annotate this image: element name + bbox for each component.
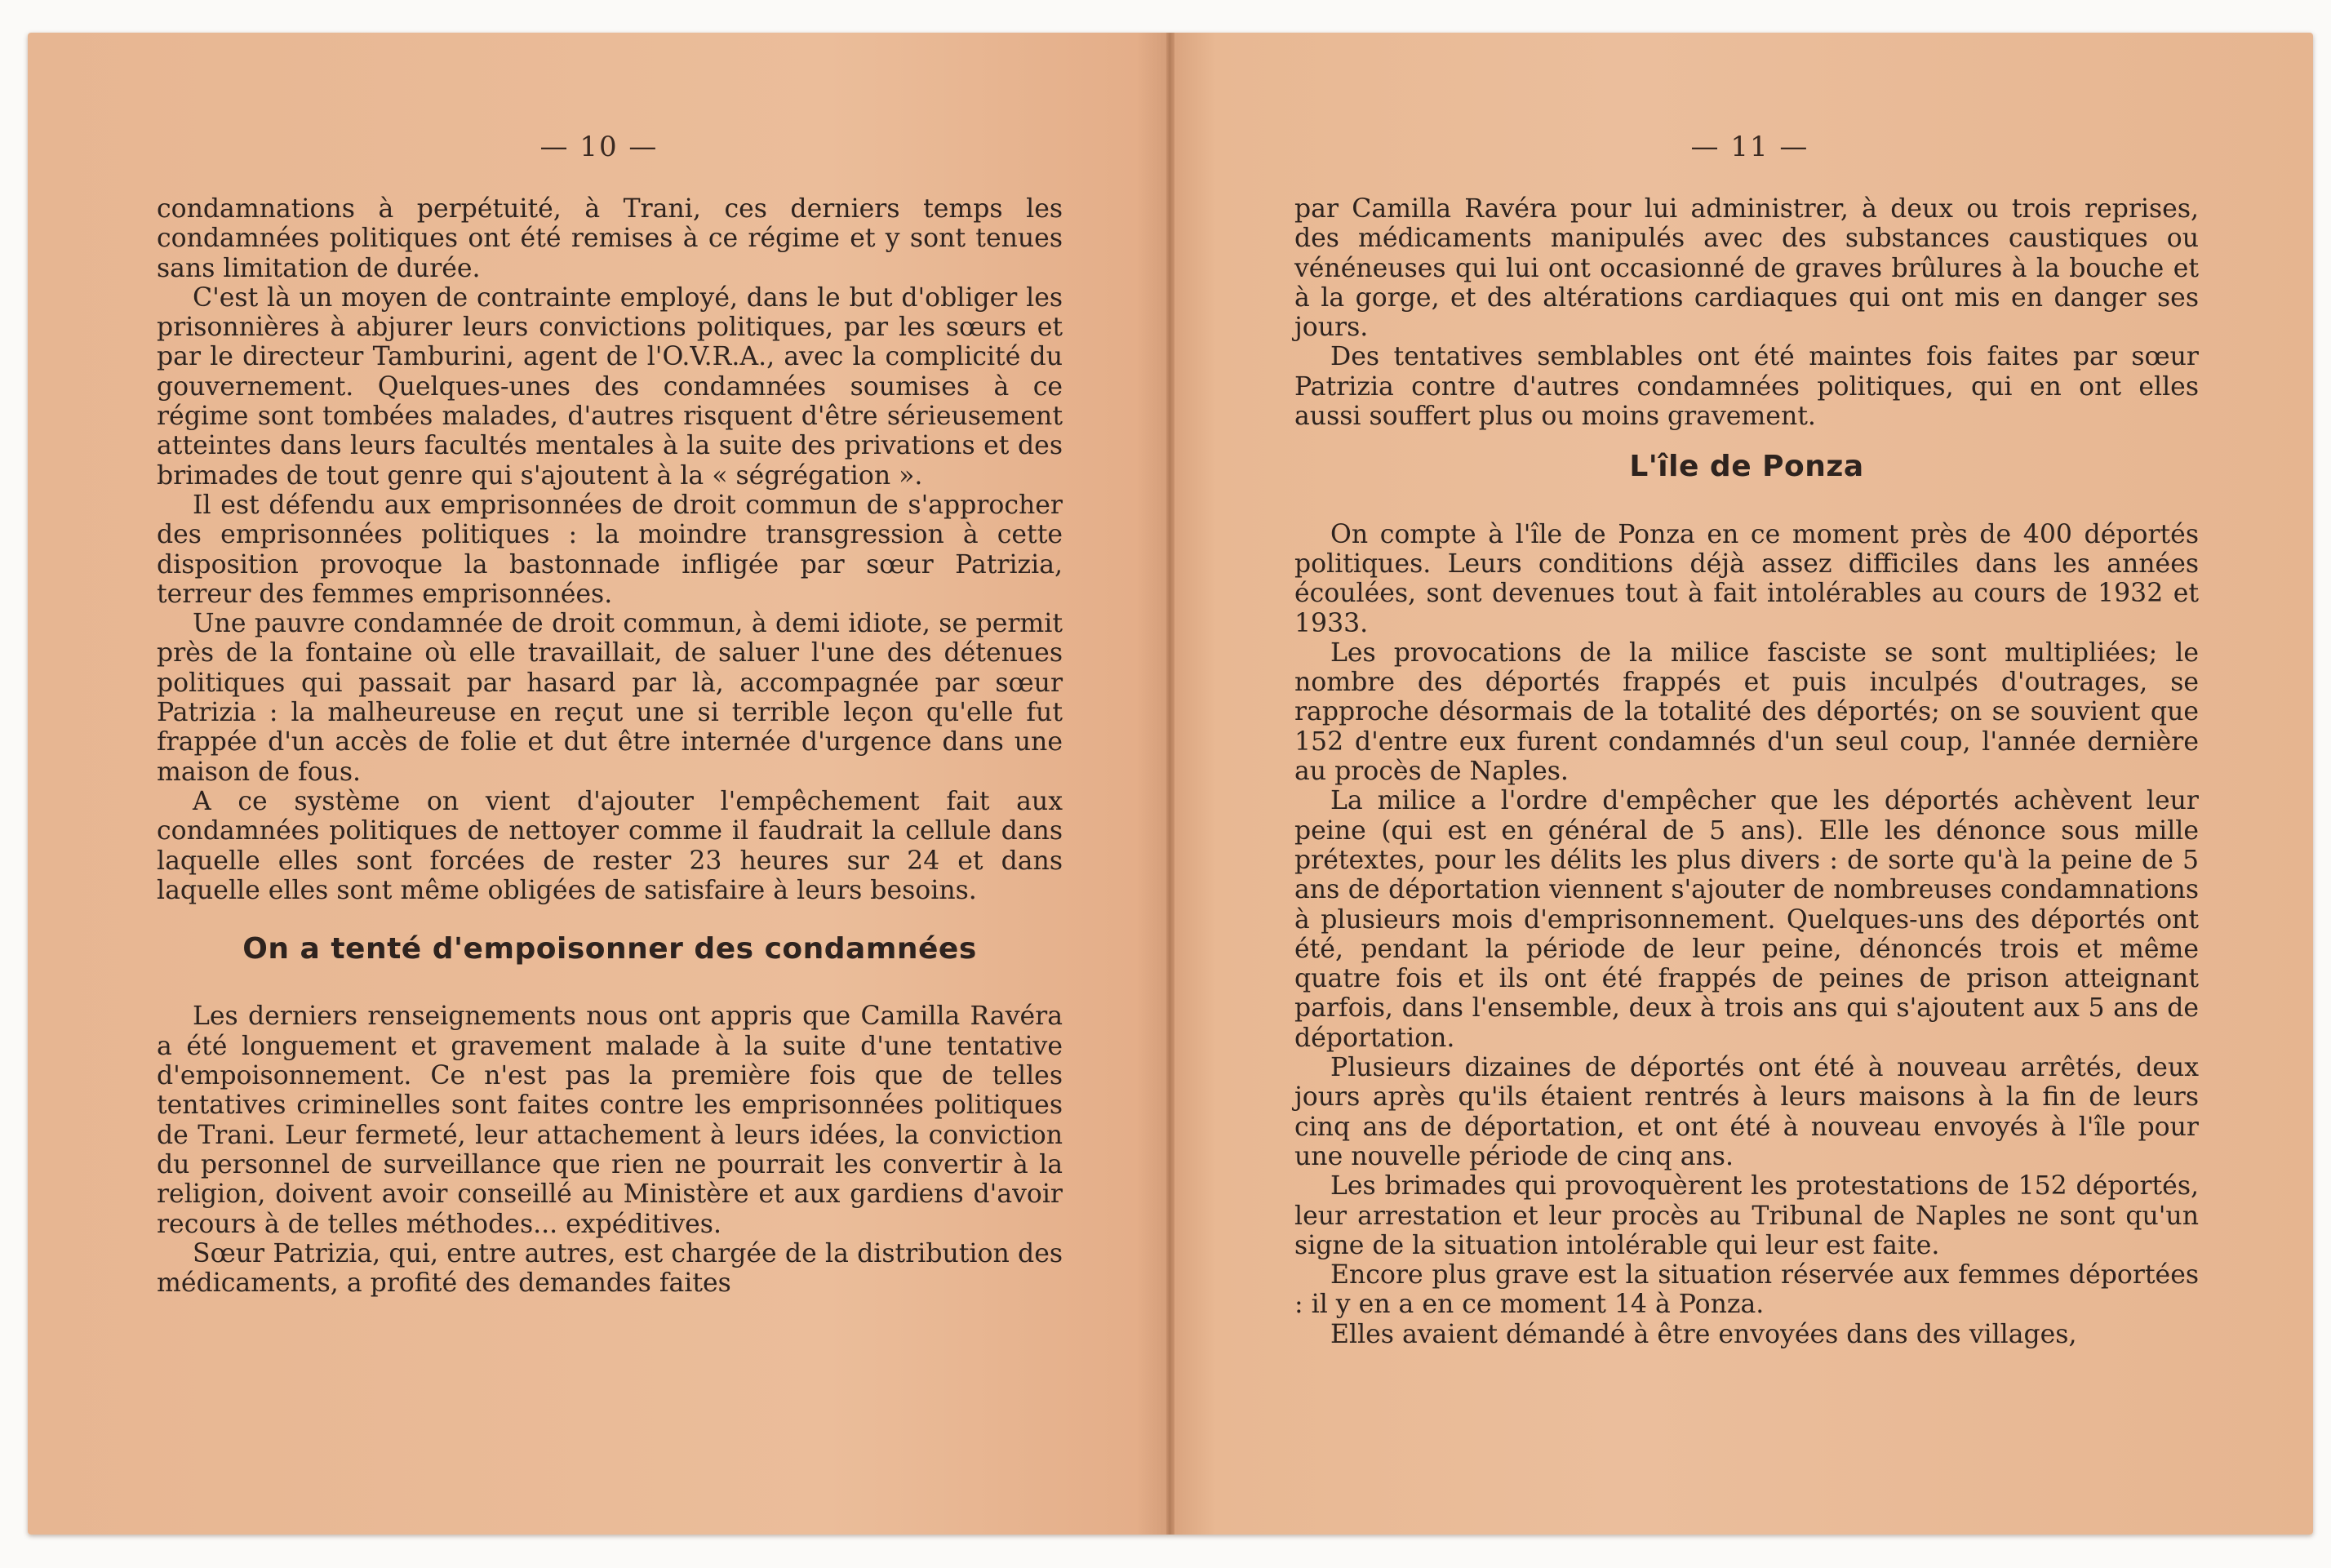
page-number: — 10 — [539, 131, 659, 163]
right-page [1170, 33, 2313, 1535]
paragraph: Les brimades qui provoquèrent les protestations de 152 déportés, leur arrestation et leur procès au Tribunal de Naples ne sont qu'un signe de la situation intolérable qui leur est faite. [1294, 1171, 2199, 1260]
left-page [28, 33, 1170, 1535]
paragraph: A ce système on vient d'ajouter l'empêchement fait aux condamnées politiques de nettoyer comme il faudrait la cellule dans laquelle elles sont forcées de rester 23 heures sur 24 et dans laquelle elles sont même obligées de satisfaire à leurs besoins. [157, 786, 1063, 905]
paragraph: Les derniers renseignements nous ont appris que Camilla Ravéra a été longuement et gravement malade à la suite d'une tentative d'empoisonnement. Ce n'est pas la première fois que de telles tentatives criminelles sont faites contre les emprisonnées politiques de Trani. Leur fermeté, leur attachement à leurs idées, la conviction du personnel de surveillance que rien ne pourrait les convertir à la religion, doivent avoir conseillé au Ministère et aux gardiens d'avoir recours à de telles méthodes... expéditives. [157, 1002, 1063, 1239]
paragraph: Elles avaient démandé à être envoyées dans des villages, [1330, 1319, 2077, 1349]
paragraph: Des tentatives semblables ont été maintes fois faites par sœur Patrizia contre d'autres condamnées politiques, qui en ont elles aussi souffert plus ou moins gravement. [1294, 342, 2199, 432]
section-heading: L'île de Ponza [1629, 450, 1864, 484]
paragraph: Les provocations de la milice fasciste se sont multipliées; le nombre des déportés frappés et puis inculpés d'outrages, se rapproche désormais de la totalité des déportés; on se souvient que 152 d'entre eux furent condamnés d'un seul coup, l'année dernière au procès de Naples. [1294, 637, 2199, 787]
paragraph: On compte à l'île de Ponza en ce moment près de 400 déportés politiques. Leurs conditions déjà assez difficiles dans les années écoulées, sont devenues tout à fait intolérables au cours de 1932 et 1933. [1294, 519, 2199, 638]
booklet-spine [1166, 33, 1174, 1535]
paragraph: par Camilla Ravéra pour lui administrer, à deux ou trois reprises, des médicaments manipulés avec des substances caustiques ou vénéneuses qui lui ont occasionné de graves brûlures à la bouche et à la gorge, et des altérations cardiaques qui ont mis en danger ses jours. [1294, 194, 2199, 343]
left-text-column [157, 194, 1063, 1298]
paragraph: C'est là un moyen de contrainte employé, dans le but d'obliger les prisonnières à abjurer leurs convictions politiques, par les sœurs et par le directeur Tamburini, agent de l'O.V.R.A., avec la complicité du gouvernement. Quelques-unes des condamnées soumises à ce régime sont tombées malades, d'autres risquent d'être sérieusement atteintes dans leurs facultés mentales à la suite des privations et des brimades de tout genre qui s'ajoutent à la « ségrégation ». [157, 282, 1063, 491]
section-heading: On a tenté d'empoisonner des condamnées [242, 932, 977, 966]
paragraph: condamnations à perpétuité, à Trani, ces derniers temps les condamnées politiques ont été remises à ce régime et y sont tenues sans limitation de durée. [157, 194, 1063, 283]
open-booklet [28, 33, 2313, 1535]
page-number: — 11 — [1690, 131, 1809, 163]
paragraph: Plusieurs dizaines de déportés ont été à nouveau arrêtés, deux jours après qu'ils étaient rentrés à leurs maisons à la fin de leurs cinq ans de déportation, et ont été à nouveau envoyés à l'île pour une nouvelle période de cinq ans. [1294, 1053, 2199, 1171]
paragraph: Une pauvre condamnée de droit commun, à demi idiote, se permit près de la fontaine où elle travaillait, de saluer l'une des détenues politiques qui passait par hasard par là, accompagnée par sœur Patrizia : la malheureuse en reçut une si terrible leçon qu'elle fut frappée d'un accès de folie et dut être internée d'urgence dans une maison de fous. [157, 609, 1063, 787]
paragraph: Il est défendu aux emprisonnées de droit commun de s'approcher des emprisonnées politiques : la moindre transgression à cette disposition provoque la bastonnade infligée par sœur Patrizia, terreur des femmes emprisonnées. [157, 490, 1063, 609]
paragraph: La milice a l'ordre d'empêcher que les déportés achèvent leur peine (qui est en général de 5 ans). Elle les dénonce sous mille prétextes, pour les délits les plus divers : de sorte qu'à la peine de 5 ans de déportation viennent s'ajouter de nombreuses condamnations à plusieurs mois d'emprisonnement. Quelques-uns des déportés ont été, pendant la période de leur peine, dénoncés trois et même quatre fois et ils ont été frappés de peines de prison atteignant parfois, dans l'ensemble, deux à trois ans qui s'ajoutent aux 5 ans de déportation. [1294, 786, 2199, 1053]
paragraph: Encore plus grave est la situation réservée aux femmes déportées : il y en a en ce moment 14 à Ponza. [1294, 1260, 2199, 1320]
right-text-column [1294, 194, 2199, 1349]
paragraph: Sœur Patrizia, qui, entre autres, est chargée de la distribution des médicaments, a profité des demandes faites [157, 1238, 1063, 1299]
